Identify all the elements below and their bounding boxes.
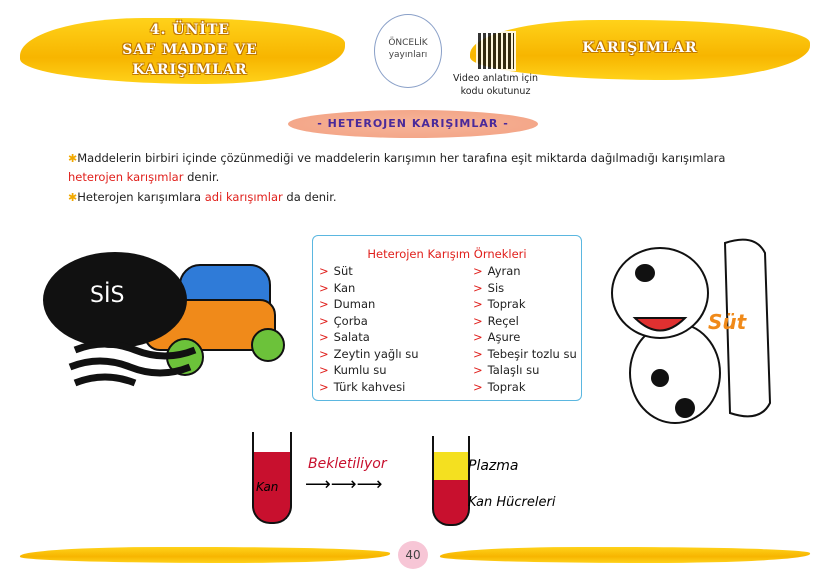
logo-text: ÖNCELİK yayınları (388, 38, 428, 60)
page-number: 40 (398, 541, 428, 569)
qr-caption (448, 72, 543, 98)
text: Heterojen karışımlara (77, 190, 205, 204)
chevron-right-icon: > (319, 363, 329, 377)
chevron-right-icon: > (319, 330, 329, 344)
example-item (319, 280, 419, 297)
fog-car-illustration (40, 245, 300, 395)
text: denir. (183, 170, 220, 184)
footer-left-stroke (20, 547, 390, 563)
examples-right-column (473, 263, 577, 395)
chevron-right-icon: > (473, 264, 483, 278)
chevron-right-icon: > (319, 280, 329, 295)
chevron-right-icon: > (473, 330, 483, 344)
chevron-right-icon: > (473, 313, 483, 328)
section-title: - HETEROJEN KARIŞIMLAR - (317, 117, 509, 130)
unit-name-2: KARIŞIMLAR (132, 62, 248, 78)
chevron-right-icon: > (319, 379, 329, 394)
waiting-label: Bekletiliyor (308, 456, 387, 472)
qr-caption-line2: kodu okutunuz (460, 86, 531, 97)
chevron-right-icon: > (319, 264, 329, 278)
example-text: Toprak (487, 297, 526, 311)
chevron-right-icon: > (473, 280, 483, 295)
chevron-right-icon: > (473, 297, 483, 311)
example-item (319, 313, 419, 330)
text: Maddelerin birbiri içinde çözünmediği ve maddelerin karışımın her tarafına eşit miktarda dağılmadığı karışımlara (77, 151, 726, 165)
example-text: Ayran (487, 264, 521, 278)
chevron-right-icon: > (319, 297, 329, 311)
star-icon: ✱ (68, 191, 78, 204)
unit-name-1: SAF MADDE VE (122, 42, 258, 58)
alias-paragraph (68, 188, 337, 207)
chevron-right-icon: > (473, 363, 483, 377)
qr-caption-line1: Video anlatım için (452, 73, 539, 84)
text: da denir. (282, 190, 337, 204)
example-text: Çorba (333, 313, 368, 328)
plasma-label: Plazma (468, 458, 519, 474)
blood-tube (252, 432, 292, 524)
example-item (319, 362, 419, 379)
blood-tube-label: Kan (256, 480, 279, 494)
example-text: Süt (333, 264, 353, 278)
examples-title: Heterojen Karışım Örnekleri (367, 247, 527, 261)
example-text: Kumlu su (333, 363, 387, 377)
unit-title (95, 20, 285, 80)
publisher-logo (374, 14, 442, 88)
example-item (473, 313, 577, 330)
example-item (319, 346, 419, 363)
example-text: Zeytin yağlı su (333, 346, 419, 361)
chevron-right-icon: > (319, 313, 329, 328)
example-item (473, 329, 577, 346)
arrow-icon: ⟶⟶⟶ (305, 474, 383, 495)
example-text: Toprak (487, 379, 526, 394)
example-text: Duman (333, 297, 376, 311)
example-item (319, 296, 419, 313)
example-text: Talaşlı su (487, 363, 540, 377)
example-text: Sis (487, 280, 505, 295)
separated-tube (432, 436, 470, 526)
example-item (319, 263, 419, 280)
example-text: Reçel (487, 313, 519, 328)
example-text: Türk kahvesi (333, 379, 406, 394)
example-text: Kan (333, 280, 356, 295)
example-item (473, 296, 577, 313)
example-text: Salata (333, 330, 370, 344)
highlight-term: heterojen karışımlar (68, 170, 184, 184)
example-item (473, 263, 577, 280)
example-text: Tebeşir tozlu su (487, 346, 577, 361)
example-item (473, 280, 577, 297)
example-item (473, 362, 577, 379)
unit-number: 4. ÜNİTE (149, 22, 231, 38)
star-icon: ✱ (68, 152, 78, 165)
cow-milk-illustration (590, 228, 790, 433)
example-item (473, 346, 577, 363)
example-item (319, 329, 419, 346)
example-text: Aşure (487, 330, 521, 344)
examples-box (312, 235, 582, 401)
topic-title: KARIŞIMLAR (582, 40, 698, 56)
examples-left-column (319, 263, 419, 395)
fog-label: SİS (90, 283, 125, 308)
milk-label: Süt (708, 310, 747, 334)
chevron-right-icon: > (319, 346, 329, 361)
highlight-term: adi karışımlar (204, 190, 283, 204)
chevron-right-icon: > (473, 379, 483, 394)
chevron-right-icon: > (473, 346, 483, 361)
example-item (319, 379, 419, 396)
cells-label: Kan Hücreleri (468, 495, 556, 510)
footer-right-stroke (440, 547, 810, 563)
qr-code[interactable] (478, 33, 514, 69)
definition-paragraph (68, 149, 768, 187)
example-item (473, 379, 577, 396)
